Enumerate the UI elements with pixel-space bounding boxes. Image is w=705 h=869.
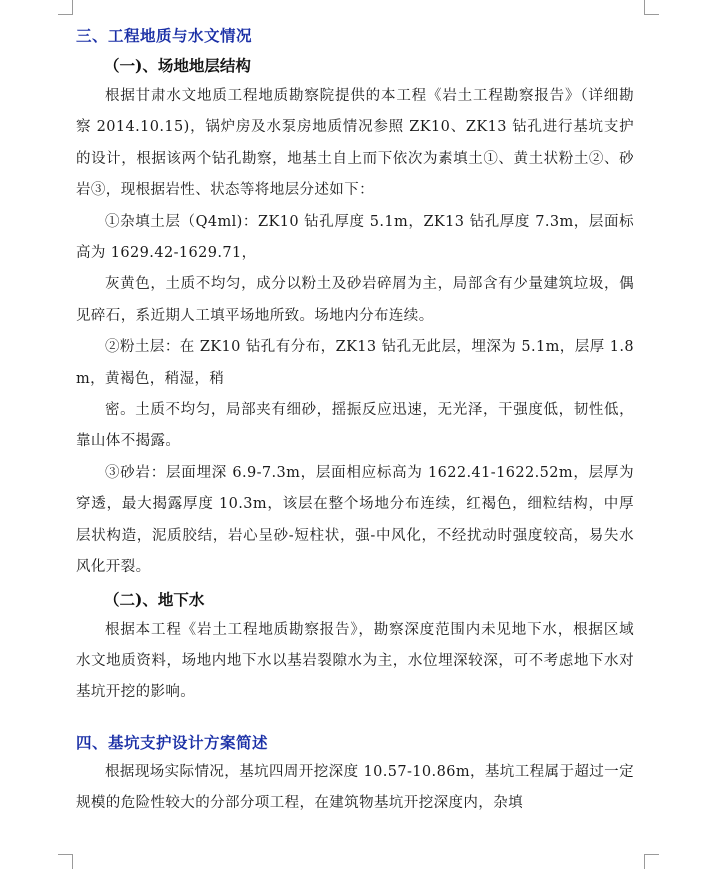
- subsection-3-2-heading: （二)、地下水: [104, 589, 205, 609]
- crop-mark-bottom-right: [644, 854, 659, 869]
- paragraph-survey-intro: 根据甘肃水文地质工程地质勘察院提供的本工程《岩土工程勘察报告》（详细勘察 2014.10.15)，锅炉房及水泵房地质情况参照 ZK10、ZK13 钻孔进行基坑支护的设计，根据该两个钻孔勘察，地基土自上而下依次为素填土①、黄土状粉土②、砂岩③，现根据岩性、状态等将地层分述如下：: [76, 88, 634, 199]
- paragraph-fill-layer-desc: 灰黄色，土质不均匀，成分以粉土及砂岩碎屑为主，局部含有少量建筑垃圾，偶见碎石，系近期人工填平场地所致。场地内分布连续。: [76, 276, 634, 324]
- section-spacer: [76, 709, 634, 729]
- paragraph-silt-layer-desc: 密。土质不均匀，局部夹有细砂，摇振反应迅速，无光泽，干强度低，韧性低，靠山体不揭露。: [76, 402, 634, 450]
- section-4-heading: 四、基坑支护设计方案简述: [76, 732, 269, 752]
- subsection-3-1-heading: （一)、场地地层结构: [104, 56, 251, 75]
- document-body: [76, 22, 634, 820]
- paragraph-sandstone-layer: ③砂岩：层面埋深 6.9-7.3m，层面相应标高为 1622.41-1622.52m，层厚为穿透，最大揭露厚度 10.3m，该层在整个场地分布连续，红褐色，细粒结构，中厚层状构造，泥质胶结，岩心呈砂-短柱状，强-中风化，不经扰动时强度较高，易失水风化开裂。: [76, 464, 634, 576]
- paragraph-groundwater: 根据本工程《岩土工程地质勘察报告》，勘察深度范围内未见地下水，根据区域水文地质资料，场地内地下水以基岩裂隙水为主，水位埋深较深，可不考虑地下水对基坑开挖的影响。: [76, 621, 634, 701]
- paragraph-silt-layer: ②粉土层：在 ZK10 钻孔有分布，ZK13 钻孔无此层，埋深为 5.1m，层厚 1.8m，黄褐色，稍湿，稍: [76, 339, 634, 387]
- paragraph-fill-layer: ①杂填土层（Q4ml)：ZK10 钻孔厚度 5.1m，ZK13 钻孔厚度 7.3m，层面标高为 1629.42-1629.71，: [76, 213, 634, 262]
- paragraph-support-design: 根据现场实际情况，基坑四周开挖深度 10.57-10.86m，基坑工程属于超过一定规模的危险性较大的分部分项工程，在建筑物基坑开挖深度内，杂填: [76, 763, 634, 812]
- crop-mark-bottom-left: [58, 854, 73, 869]
- crop-mark-top-left: [58, 0, 73, 15]
- crop-mark-top-right: [644, 0, 659, 15]
- section-3-heading: 三、工程地质与水文情况: [76, 26, 253, 45]
